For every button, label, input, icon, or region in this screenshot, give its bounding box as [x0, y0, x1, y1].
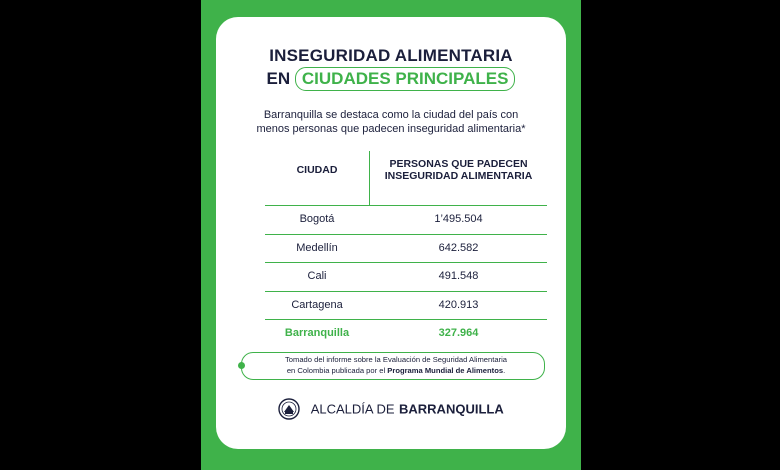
title-prefix: EN [266, 69, 291, 88]
row-city: Cali [307, 270, 327, 282]
note-line-1: Tomado del informe sobre la Evaluación de Seguridad Alimentaria [284, 355, 508, 364]
header-people-line-2: INSEGURIDAD ALIMENTARIA [384, 170, 533, 182]
logo-text-regular: ALCALDÍA DE [310, 401, 395, 417]
subtitle-line-1: Barranquilla se destaca como la ciudad del país con [263, 109, 519, 121]
subtitle [230, 108, 552, 136]
source-note [241, 352, 545, 380]
note-line-2-suffix: . [503, 366, 506, 375]
table-row [265, 205, 547, 233]
content-card [216, 17, 566, 449]
note-line-2-prefix: en Colombia publicada por el [286, 366, 386, 375]
title-line-1: INSEGURIDAD ALIMENTARIA [269, 46, 513, 65]
header-city: CIUDAD [296, 164, 338, 176]
logo-text-bold: BARRANQUILLA [399, 401, 504, 417]
row-divider [265, 205, 547, 206]
note-dot-icon [238, 362, 245, 369]
row-value: 327.964 [438, 327, 479, 339]
row-divider [265, 291, 547, 292]
row-value: 642.582 [438, 242, 479, 254]
row-value: 491.548 [438, 270, 479, 282]
row-city: Barranquilla [284, 327, 350, 339]
row-value: 420.913 [438, 299, 479, 311]
title-line-2 [216, 67, 566, 91]
note-line-2-bold: Programa Mundial de Alimentos [387, 366, 504, 375]
header-people-line-1: PERSONAS QUE PADECEN [389, 158, 528, 170]
table-row-highlight [265, 319, 547, 347]
table-row [265, 291, 547, 319]
note-text [256, 354, 536, 376]
row-divider [265, 319, 547, 320]
row-value: 1’495.504 [434, 213, 483, 225]
row-city: Medellín [296, 242, 338, 254]
row-divider [265, 262, 547, 263]
city-seal-icon [278, 398, 300, 420]
row-divider [265, 234, 547, 235]
row-city: Cartagena [291, 299, 343, 311]
table-row [265, 234, 547, 262]
header-people [370, 158, 547, 182]
subtitle-line-2: menos personas que padecen inseguridad alimentaria* [256, 123, 526, 135]
note-line-2 [256, 365, 536, 376]
alcaldia-logo [216, 398, 566, 426]
table-row [265, 262, 547, 290]
title-highlight: CIUDADES PRINCIPALES [295, 67, 516, 91]
row-city: Bogotá [299, 213, 335, 225]
green-poster [201, 0, 581, 470]
